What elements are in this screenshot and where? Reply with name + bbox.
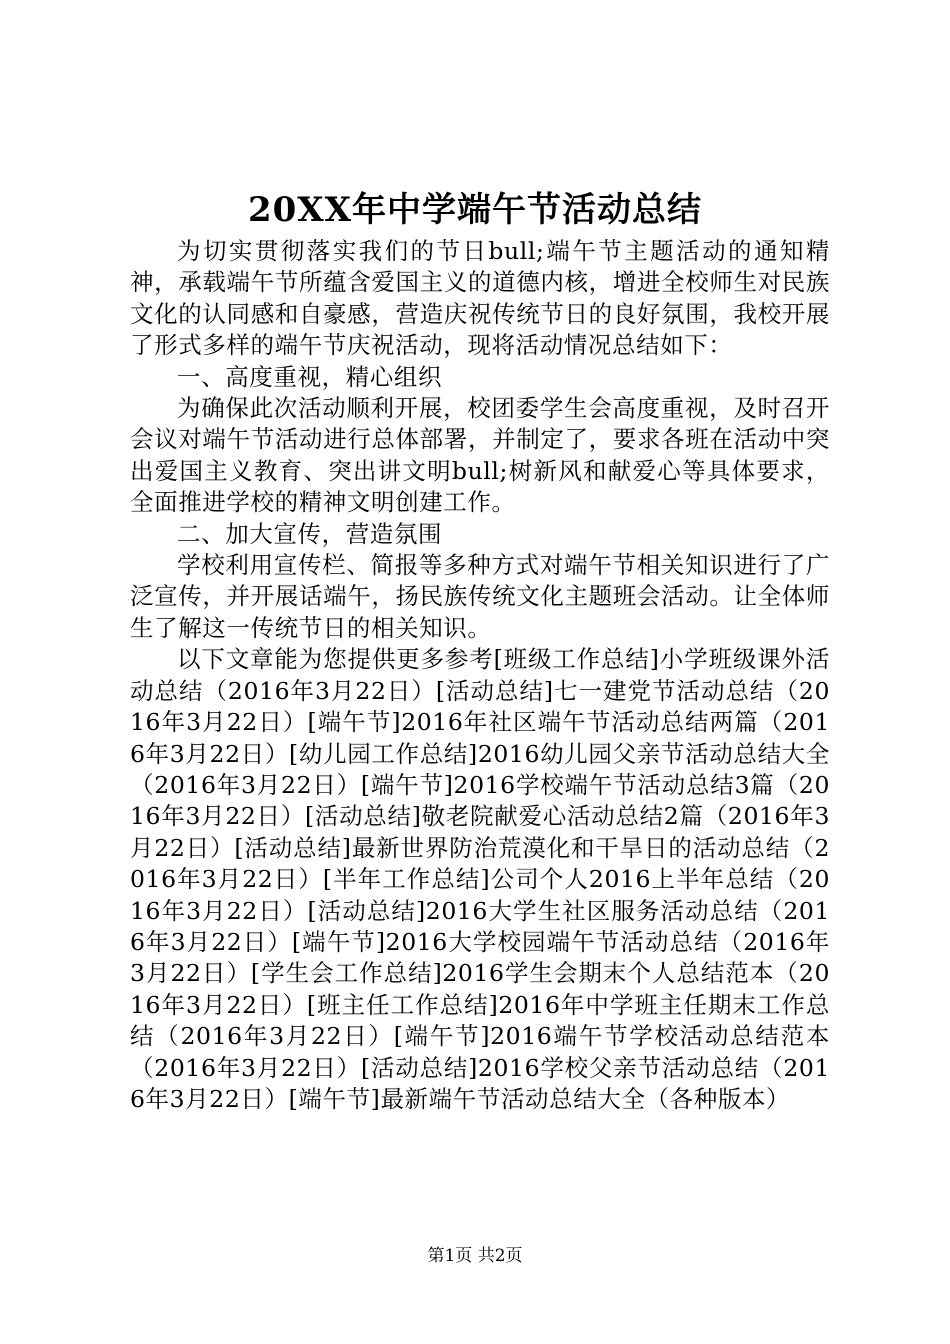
section-2-paragraph: 学校利用宣传栏、简报等多种方式对端午节相关知识进行了广泛宣传，并开展话端午，扬民族传统文化主题班会活动。让全体师生了解这一传统节日的相关知识。 (130, 551, 830, 642)
section-heading-1: 一、高度重视，精心组织 (177, 362, 443, 391)
intro-paragraph: 为切实贯彻落实我们的节日bull;端午节主题活动的通知精神，承载端午节所蕴含爱国主义的道德内核，增进全校师生对民族文化的认同感和自豪感，营造庆祝传统节日的良好氛围，我校开展了形式多样的端午节庆祝活动，现将活动情况总结如下： (130, 237, 830, 360)
section-1-paragraph: 为确保此次活动顺利开展，校团委学生会高度重视，及时召开会议对端午节活动进行总体部署，并制定了，要求各班在活动中突出爱国主义教育、突出讲文明bull;树新风和献爱心等具体要求，全面推进学校的精神文明创建工作。 (130, 394, 830, 517)
page-number-footer: 第1页 共2页 (427, 1246, 523, 1266)
section-heading-2: 二、加大宣传，营造氛围 (177, 519, 443, 548)
document-title: 20XX年中学端午节活动总结 (247, 190, 703, 230)
document-body (130, 236, 830, 1115)
related-articles-paragraph: 以下文章能为您提供更多参考[班级工作总结]小学班级课外活动总结（2016年3月22日）[活动总结]七一建党节活动总结（2016年3月22日）[端午节]2016年社区端午节活动总结两篇（2016年3月22日）[幼儿园工作总结]2016幼儿园父亲节活动总结大全（2016年3月22日）[端午节]2016学校端午节活动总结3篇（2016年3月22日）[活动总结]敬老院献爱心活动总结2篇（2016年3月22日）[活动总结]最新世界防治荒漠化和干旱日的活动总结（2016年3月22日）[半年工作总结]公司个人2016上半年总结（2016年3月22日）[活动总结]2016大学生社区服务活动总结（2016年3月22日）[端午节]2016大学校园端午节活动总结（2016年3月22日）[学生会工作总结]2016学生会期末个人总结范本（2016年3月22日）[班主任工作总结]2016年中学班主任期末工作总结（2016年3月22日）[端午节]2016端午节学校活动总结范本（2016年3月22日）[活动总结]2016学校父亲节活动总结（2016年3月22日）[端午节]最新端午节活动总结大全（各种版本） (130, 645, 830, 1113)
